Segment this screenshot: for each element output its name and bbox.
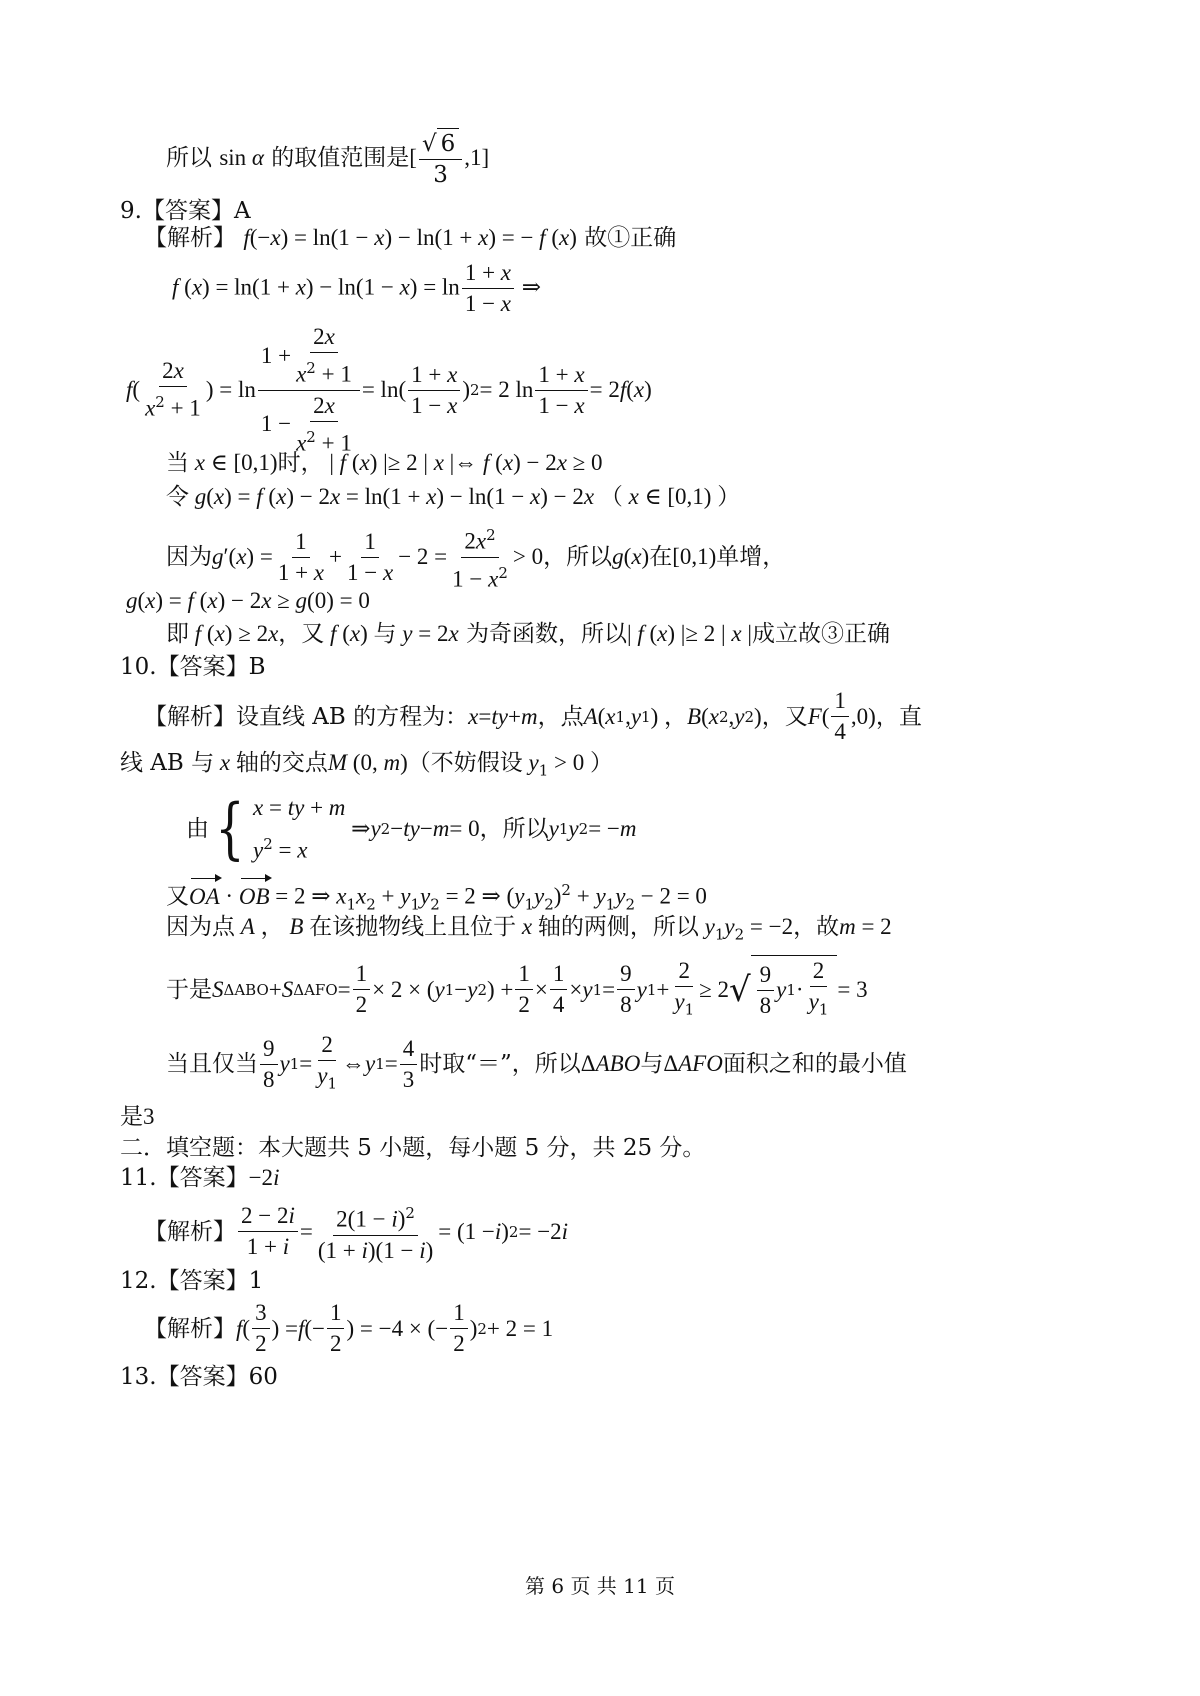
q10-iff-line: 当且仅当 $\frac{9}{8}$ y 1 = $\frac{2}{y_1}$ ⇔ y 1 = $\frac{4}{3}$ 时取“＝”，所以 Δ ABO 与 Δ AFO 面积之和的最小值 — [166, 1032, 907, 1093]
page-footer: 第 6 页 共 11 页 — [525, 1574, 675, 1598]
q10-result-line: 是3 — [120, 1104, 155, 1130]
section-2-heading: 二．填空题：本大题共 5 小题，每小题 5 分，共 25 分。 — [120, 1135, 706, 1161]
q9-conclusion-line: 即 f (x) ≥ 2x，又 f (x) 与 y = 2x 为奇函数，所以| f (x) |≥ 2 | x |成立故③正确 — [166, 621, 890, 647]
q9-derivative-line: 因为 g ′( x ) = $\frac{1}{1 + x}$ + $\frac{1}{1 - x}$ − 2 = $\frac{2x^2}{1 - x^2}$ > 0 ，所以 g ( x ) 在 [0,1) 单增， — [166, 520, 785, 594]
q9-analysis-line2: f (x) = ln(1 + x) − ln(1 − x) = ln $\frac{1 + x}{1 - x}$ ⇒ — [172, 260, 542, 316]
q10-system-line: 由 { x = ty + m $y^2 = x$ ⇒ y 2 − ty − m = 0 ，所以 y 1 y 2 = − m — [186, 790, 637, 868]
q9-g-line: g(x) = f (x) − 2x ≥ g(0) = 0 — [126, 588, 370, 613]
q10-analysis-line2: 线 AB 与 x 轴的交点M (0, m)（不妨假设 $y_1 > 0$ ） — [120, 750, 613, 780]
line-sin-range: 所以 sin α 的取值范围是[ $\frac{√ 6}{3}$ ,1] — [166, 128, 489, 190]
q9-let-line: 令 g(x) = f (x) − 2x = ln(1 + x) − ln(1 − x) − 2x （ x ∈ [0,1) ） — [166, 484, 741, 510]
q9-when-line: 当 x ∈ [0,1)时， | f (x) |≥ 2 | x |⇔ f (x) − 2x ≥ 0 — [166, 450, 603, 476]
q12-answer: 12.【答案】1 — [120, 1268, 264, 1294]
q10-analysis-line1: 【解析】设直线 AB 的方程为： x = ty + m ，点 A ( x 1 , y 1 ) ， B ( x 2 , y 2 ) ，又 F ( $\frac{1}{4}$ ,0) ，直 — [144, 688, 922, 744]
q11-answer: 11.【答案】−2i — [120, 1165, 280, 1191]
q10-answer: 10.【答案】B — [120, 654, 266, 680]
q13-answer: 13.【答案】60 — [120, 1364, 278, 1390]
q9-analysis-line1: 【解析】 f(−x) = ln(1 − x) − ln(1 + x) = − f (x) 故①正确 — [144, 225, 677, 251]
q10-vector-line: 又OA · OB = 2 ⇒ $x_1x_2 + y_1y_2 = 2$ ⇒ $(y_1y_2)^2 + y_1y_2 - 2 = 0$ — [166, 881, 707, 914]
q9-answer: 9.【答案】A — [120, 198, 251, 224]
q10-because-line: 因为点 A ， B 在该抛物线上且位于 x 轴的两侧，所以 $y_1y_2 = -2$，故m = 2 — [166, 914, 892, 944]
q12-analysis: 【解析】 f ( $\frac{3}{2}$ ) = f (− $\frac{1}{2}$ ) = −4 × (− $\frac{1}{2}$ ) 2 + 2 = 1 — [144, 1300, 554, 1356]
q9-analysis-line3: f ( $\frac{2x}{x^2 + 1}$ ) = ln 1 + $\frac{2x}{x^2 + 1}$ 1 − $\frac{2x}{x^2 + 1}$ = ln( $\frac{1 + x}{1 - x}$ ) 2 = 2 ln $\frac{1 + x}{1 - x}$ = 2 f ( x ) — [126, 324, 652, 456]
q11-analysis: 【解析】 $\frac{2 - 2i}{1 + i}$ = $\frac{2(1 - i)^2}{(1 + i)(1 - i)}$ = (1 − i ) 2 = −2 i — [144, 1198, 568, 1266]
q10-area-line: 于是 S ΔABO + S ΔAFO = $\frac{1}{2}$ × 2 × ( y 1 − y 2 ) + $\frac{1}{2}$ × $\frac{1}{4}$ × y 1 = $\frac{9}{8}$ y 1 + $\frac{2}{y_1}$ ≥ 2 √ $\frac{9}{8}$ y 1 · $\frac{2}{y_1}$ = 3 — [166, 955, 868, 1025]
